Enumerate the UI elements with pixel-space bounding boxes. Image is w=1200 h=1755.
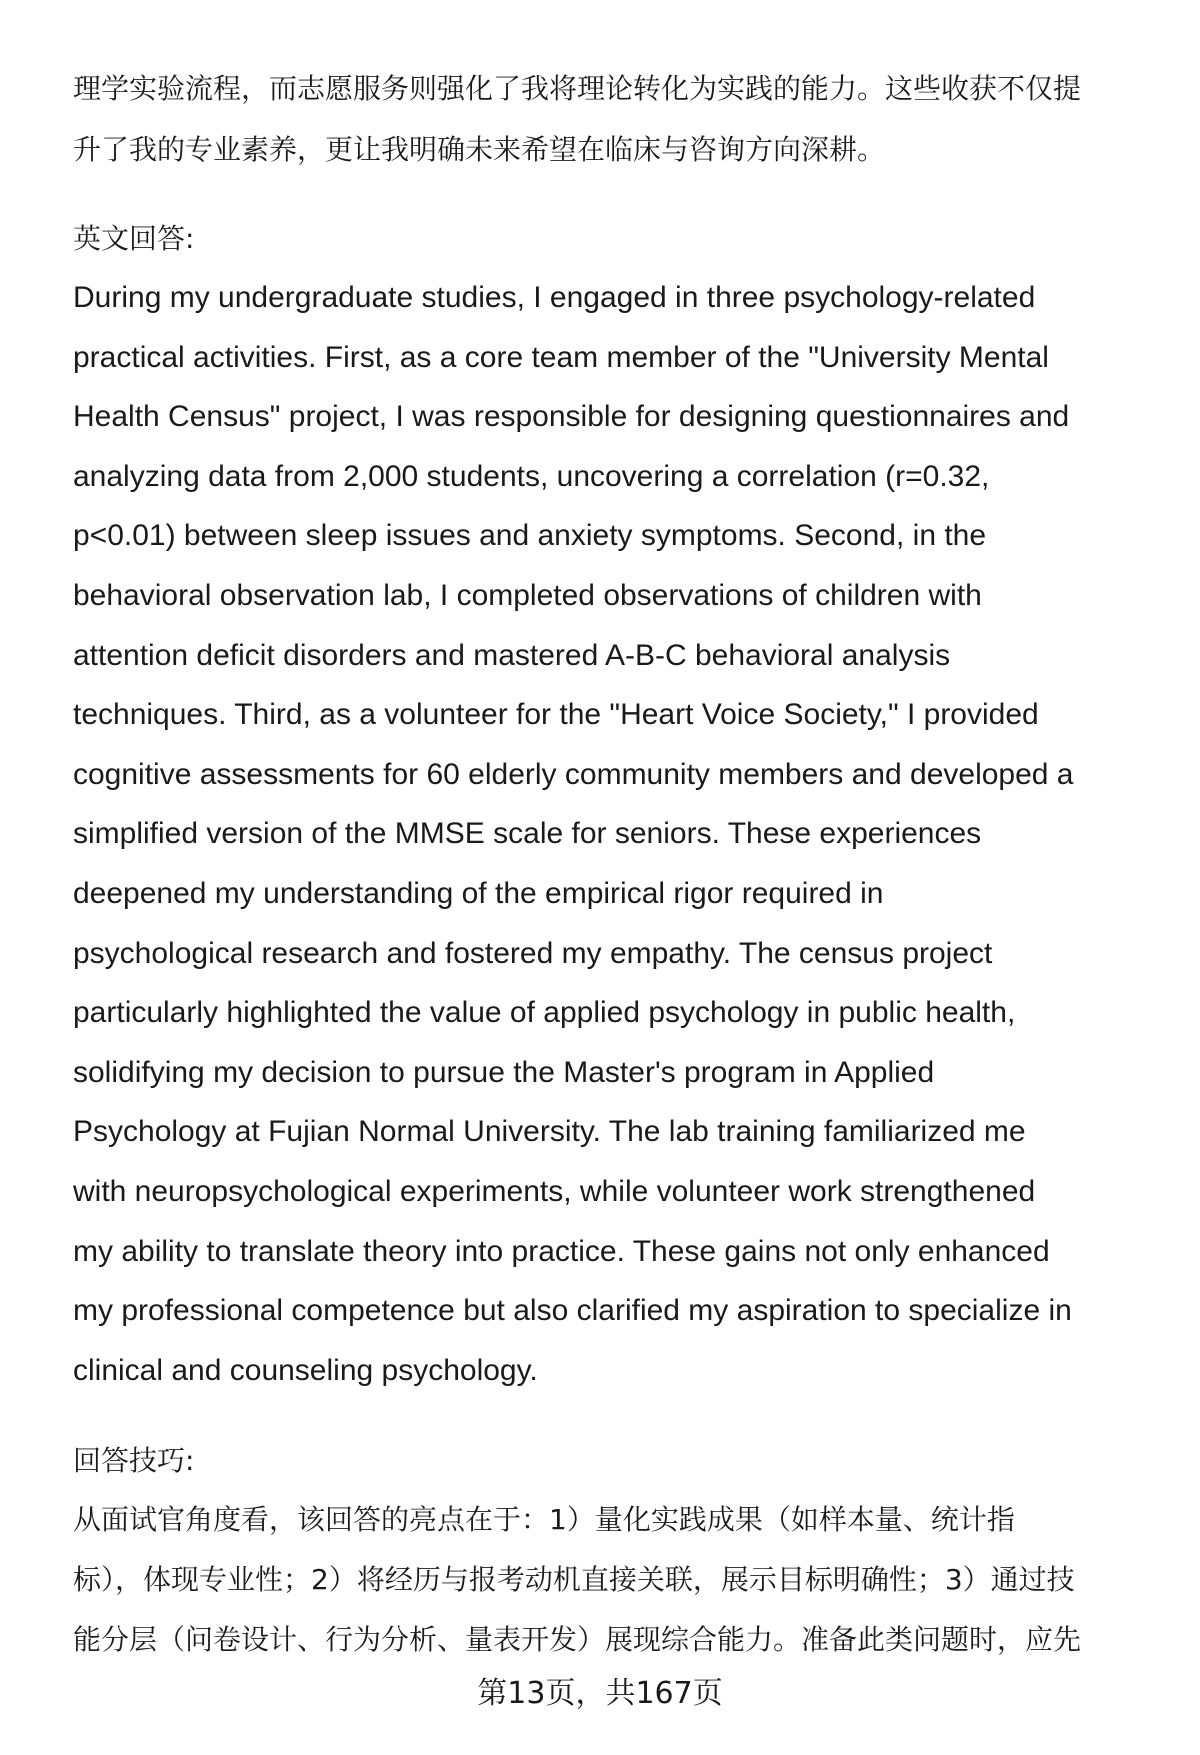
english-answer-line: Health Census" project, I was responsible for designing questionnaires and: [73, 400, 1070, 434]
english-answer-line: cognitive assessments for 60 elderly community members and developed a: [73, 757, 1074, 791]
english-answer-line: attention deficit disorders and mastered A-B-C behavioral analysis: [73, 638, 951, 672]
english-answer-line: with neuropsychological experiments, while volunteer work strengthened: [73, 1175, 1036, 1208]
page-number: 第13页，共167页: [477, 1676, 723, 1711]
english-answer-line: deepened my understanding of the empirical rigor required in: [73, 877, 884, 910]
intro-line: 升了我的专业素养，更让我明确未来希望在临床与咨询方向深耕。: [73, 133, 886, 166]
english-answer-heading: 英文回答:: [73, 222, 195, 255]
english-answer-line: Psychology at Fujian Normal University. The lab training familiarized me: [73, 1115, 1026, 1149]
english-answer-line: particularly highlighted the value of applied psychology in public health,: [73, 996, 1016, 1030]
english-answer-line: p<0.01) between sleep issues and anxiety symptoms. Second, in the: [73, 519, 987, 553]
english-answer-line: behavioral observation lab, I completed observations of children with: [73, 579, 982, 612]
tips-line: 能分层（问卷设计、行为分析、量表开发）展现综合能力。准备此类问题时，应先: [73, 1623, 1082, 1656]
english-answer-line: simplified version of the MMSE scale for seniors. These experiences: [73, 817, 982, 851]
tips-line: 标），体现专业性；2）将经历与报考动机直接关联，展示目标明确性；3）通过技: [73, 1563, 1075, 1596]
english-answer-line: analyzing data from 2,000 students, uncovering a correlation (r=0.32,: [73, 459, 990, 493]
intro-line: 理学实验流程，而志愿服务则强化了我将理论转化为实践的能力。这些收获不仅提: [73, 72, 1082, 105]
english-answer-line: During my undergraduate studies, I engaged in three psychology-related: [73, 281, 1036, 314]
english-answer-line: practical activities. First, as a core team member of the "University Mental: [73, 340, 1049, 374]
english-answer-line: my professional competence but also clarified my aspiration to specialize in: [73, 1294, 1072, 1328]
english-answer-line: clinical and counseling psychology.: [73, 1353, 538, 1387]
english-answer-line: techniques. Third, as a volunteer for the "Heart Voice Society," I provided: [73, 698, 1039, 732]
tips-heading: 回答技巧:: [73, 1444, 195, 1477]
english-answer-line: psychological research and fostered my empathy. The census project: [73, 936, 993, 970]
tips-line: 从面试官角度看，该回答的亮点在于：1）量化实践成果（如样本量、统计指: [73, 1503, 1015, 1536]
english-answer-line: my ability to translate theory into practice. These gains not only enhanced: [73, 1234, 1050, 1268]
english-answer-line: solidifying my decision to pursue the Master's program in Applied: [73, 1055, 935, 1089]
